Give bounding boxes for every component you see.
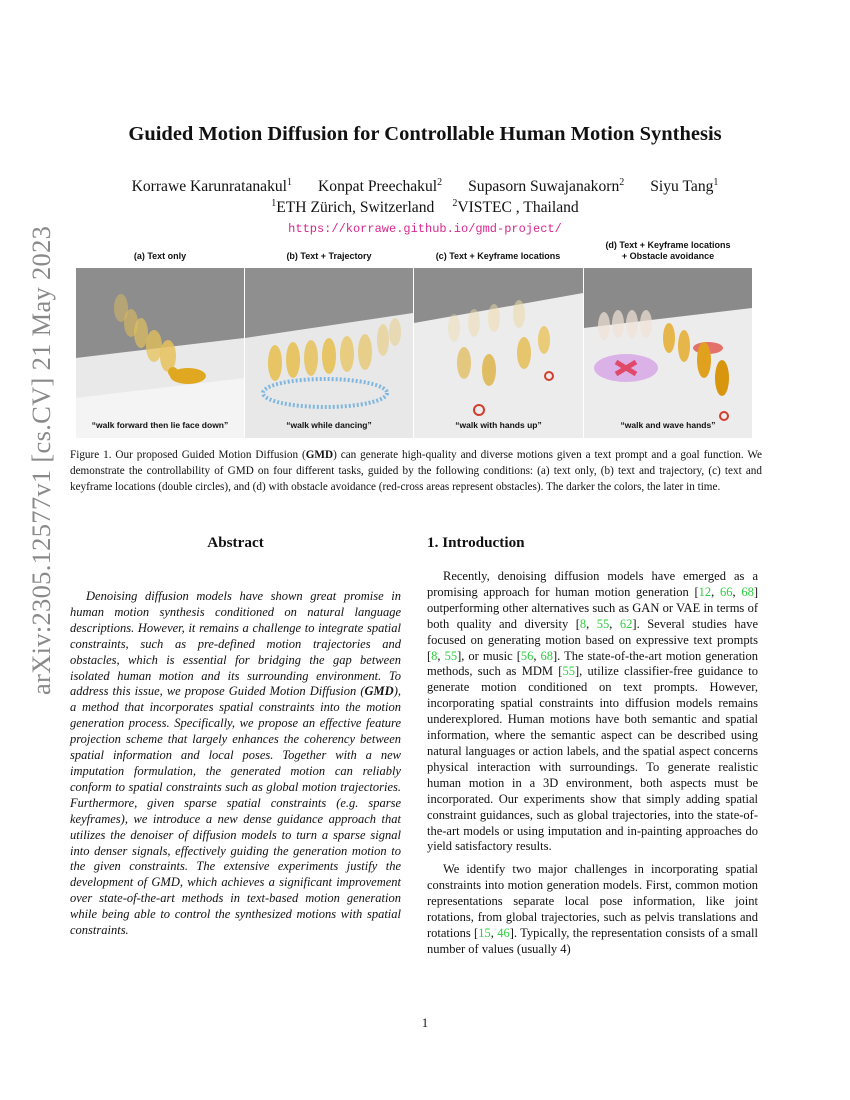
citation-link[interactable]: 55 [562,664,575,679]
affiliation: $^2$VISTEC , Thailand [452,198,579,216]
intro-paragraph-1: Recently, denoising diffusion models have emerged as a promising approach for human motion generation [12, 66, 68] outperforming other alternatives such as GAN or VAE in terms of both quality and diversity [8, 55, 62]. Several studies have focused on generating motion based on expressive text prompts [8, 55], or music [56, 68]. The state-of-the-art motion generation methods, such as MDM [55], utilize classifier-free guidance to generate motion conditioned on text prompts. However, incorporating spatial constraints into diffusion models remains underexplored. Human motions have both semantic and spatial information, where the semantic aspect can be described using natural languages or action labels, and the spatial aspect concerns physical interaction with surroundings. To generate realistic human motion in a 3D environment, both aspects must be incorporated. Our experiments show that simply adding spatial constraint guidances, such as global trajectories, into the state-of-the-art models or using imputation and in-painting approaches do yield satisfactory results. [427,569,759,854]
author-affiliation-mark: 2 [437,177,443,188]
abstract-heading: Abstract [207,534,264,551]
author-name: Konpat Preechakul$^2$ [318,177,443,195]
panel-b-image [245,268,413,438]
author-affiliation-mark: 2 [619,177,625,188]
panel-label-d [583,240,753,262]
introduction-heading: 1. Introduction [427,534,525,551]
left-column [70,534,401,939]
figure-caption-rest: ) can generate high-quality and diverse motions given a text prompt and a goal function. We demonstrate the controllability of GMD on four different tasks, guided by the following conditions: (a) text only, (b) text and trajectory, (c) text and keyframe locations (double circles), and (d) with obstacle avoidance (red-cross areas represent obstacles). The darker the colors, the later in time. [70,449,762,493]
citation-link[interactable]: 62 [619,616,633,631]
panel-c-image [414,268,583,438]
project-url-link[interactable]: https://korrawe.github.io/gmd-project/ [288,222,562,236]
right-column [427,534,758,958]
abstract-part2: ), a method that incorporates spatial constraints into the motion generation process. Specifically, we propose an effective feature projection scheme that largely enhances the coherency between spatial information and local poses. Together with a new imputation formulation, the generated motion can reliably conform to spatial constraints such as global motion trajectories. Furthermore, given sparse spatial constraints (e.g. sparse keyframes), we introduce a new dense guidance approach that utilizes the denoiser of diffusion models to turn a sparse signal into denser signals, effectively guiding the generation motion to the given constraints. The extensive experiments justify the development of GMD, which achieves a significant improvement over state-of-the-art methods in text-based motion generation while being able to control the synthesized motions with spatial constraints. [70,684,401,938]
panel-a-image [76,268,244,438]
citation-link[interactable]: 15 [478,925,491,940]
abstract-body [70,589,401,939]
citation-link[interactable]: 66 [720,584,733,599]
author-name: Siyu Tang$^1$ [650,177,719,195]
author-name: Korrawe Karunratanakul$^1$ [131,177,293,195]
affiliation-mark: 2 [452,198,458,209]
citation-link[interactable]: 68 [540,648,554,663]
author-name: Supasorn Suwajanakorn$^2$ [468,177,625,195]
author-affiliation-mark: 1 [287,177,293,188]
panel-label-d-line2: + Obstacle avoidance [621,251,715,261]
panel-a-caption: “walk forward then lie face down” [91,420,229,430]
figure-caption-bold: GMD [305,449,334,461]
panel-d-image [584,268,752,438]
abstract-bold: GMD [364,684,394,699]
citation-link[interactable]: 12 [698,584,712,599]
figure-caption-prefix: Figure 1. Our proposed Guided Motion Diffusion ( [70,449,306,461]
author-affiliation-mark: 1 [713,177,719,188]
affiliation: $^1$ETH Zürich, Switzerland [271,198,435,216]
panel-b-caption: “walk while dancing” [286,420,372,430]
paper-title: Guided Motion Diffusion for Controllable Human Motion Synthesis [128,123,722,145]
citation-link[interactable]: 55 [596,616,610,631]
author-list [0,178,850,196]
page-number: 1 [421,1016,429,1030]
citation-link[interactable]: 8 [579,616,587,631]
panel-d-caption: “walk and wave hands” [620,420,716,430]
abstract-part1: Denoising diffusion models have shown great promise in human motion synthesis conditioned on natural language descriptions. However, it remains a challenge to integrate spatial constraints, such as pre-defined motion trajectories and obstacles, which is essential for bridging the gap between isolated human motion and its surrounding environment. To address this issue, we propose Guided Motion Diffusion ( [70,589,401,699]
teaser-figure [76,268,752,438]
citation-link[interactable]: 56 [520,648,534,663]
panel-label-b: (b) Text + Trajectory [286,251,372,261]
affiliation-mark: 1 [271,198,277,209]
citation-link[interactable]: 8 [431,648,438,663]
figure-caption [70,447,762,495]
panel-label-a: (a) Text only [133,251,187,261]
affiliation-list [0,199,850,217]
panel-c-caption: “walk with hands up” [455,420,542,430]
arxiv-stamp: arXiv:2305.12577v1 [cs.CV] 21 May 2023 [26,225,56,695]
introduction-body [427,569,758,958]
panel-label-c: (c) Text + Keyframe locations [435,251,561,261]
citation-link[interactable]: 55 [444,648,458,663]
citation-link[interactable]: 68 [741,584,754,599]
panel-label-d-line1: (d) Text + Keyframe locations [605,240,731,250]
citation-link[interactable]: 46 [497,925,510,940]
intro-paragraph-2: We identify two major challenges in incorporating spatial constraints into motion generation models. First, common motion representations separate local pose information, like joint rotations, from global trajectories, such as pelvis translations and rotations [15, 46]. Typically, the representation consists of a small number of values (usually 4) [427,862,759,956]
